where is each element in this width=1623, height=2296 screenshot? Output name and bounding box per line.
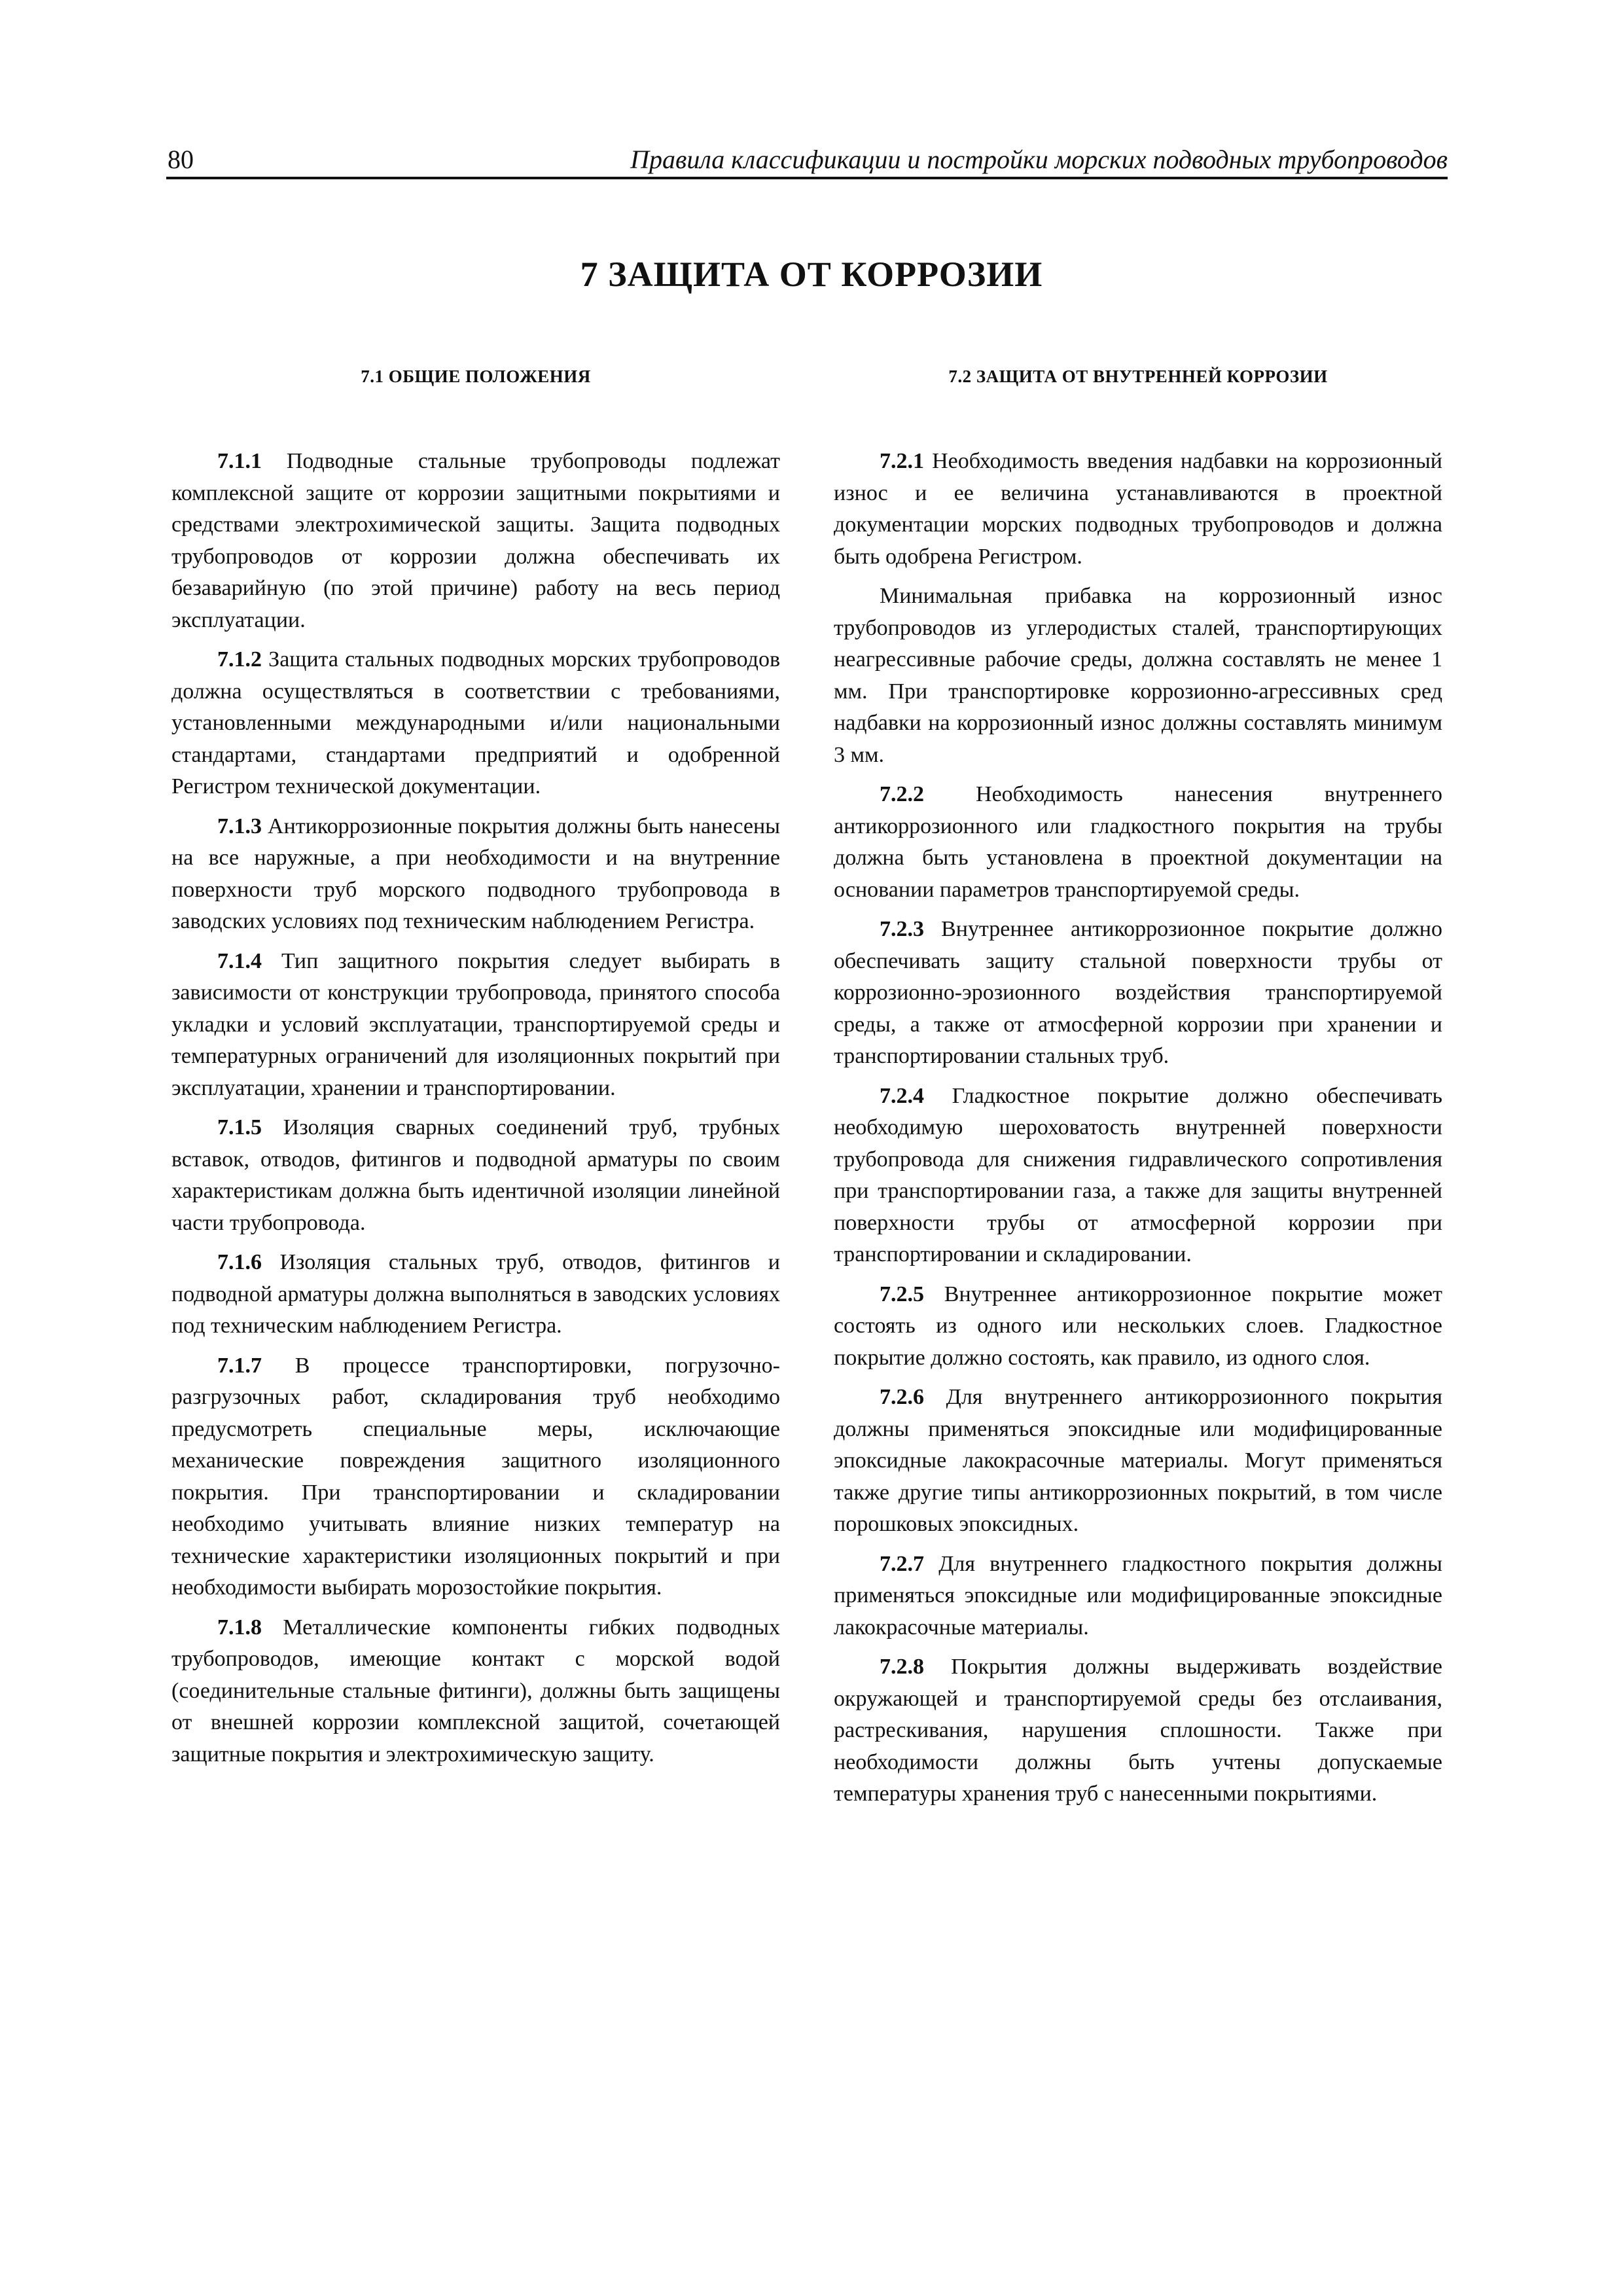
clause-number: 7.2.4 [880,1083,924,1108]
paragraph-text: Необходимость введения надбавки на коррозионный износ и ее величина устанавливаются в проектной документации морских подводных трубопроводов и должна быть одобрена Регистром. [834,449,1442,569]
paragraph [834,446,1442,573]
clause-number: 7.1.7 [217,1353,262,1378]
paragraph [834,1081,1442,1271]
paragraph-text: Минимальная прибавка на коррозионный износ трубопроводов из углеродистых сталей, транспортирующих неагрессивные рабочие среды, должна составлять не менее 1 мм. При транспортировке коррозионно-агрессивных сред надбавки на коррозионный износ должны составлять минимум 3 мм. [834,584,1442,767]
paragraph [834,1549,1442,1644]
paragraph-text: Внутреннее антикоррозионное покрытие может состоять из одного или нескольких слоев. Гладкостное покрытие должно состоять, как правило, из одного слоя. [834,1282,1442,1370]
paragraph [834,581,1442,771]
clause-number: 7.2.6 [880,1385,924,1409]
paragraph-text: Необходимость нанесения внутреннего антикоррозионного или гладкостного покрытия на трубы должна быть установлена в проектной документации на основании параметров транспортируемой среды. [834,782,1442,902]
paragraph-text: Тип защитного покрытия следует выбирать в зависимости от конструкции трубопровода, принятого способа укладки и условий эксплуатации, транспортируемой среды и температурных ограничений для изоляционных покрытий при эксплуатации, хранении и транспортировании. [171,948,780,1100]
paragraph-text: В процессе транспортировки, погрузочно-разгрузочных работ, складирования труб необходимо предусмотреть специальные меры, исключающие механические повреждения защитного изоляционного покрытия. При транспортировании и складировании необходимо учитывать влияние низких температур на технические характеристики изоляционных покрытий и при необходимости выбирать морозостойкие покрытия. [171,1353,780,1600]
clause-number: 7.2.2 [880,782,924,806]
clause-number: 7.2.3 [880,917,924,941]
paragraph-text: Покрытия должны выдерживать воздействие окружающей и транспортируемой среды без отслаивания, растрескивания, нарушения сплошности. Также при необходимости должны быть учтены допускаемые температуры хранения труб с нанесенными покрытиями. [834,1655,1442,1806]
clause-number: 7.2.5 [880,1282,924,1306]
paragraph-text: Гладкостное покрытие должно обеспечивать необходимую шероховатость внутренней поверхности трубопровода для снижения гидравлического сопротивления при транспортировании газа, а также для защиты внутренней поверхности трубы от атмосферной коррозии при транспортировании и складировании. [834,1083,1442,1266]
page-number: 80 [168,145,194,174]
paragraph-text: Металлические компоненты гибких подводных трубопроводов, имеющие контакт с морской водой (соединительные стальные фитинги), должны быть защищены от внешней коррозии комплексной защитой, сочетающей защитные покрытия и электрохимическую защиту. [171,1615,780,1767]
paragraph [834,1651,1442,1810]
clause-number: 7.1.2 [217,647,262,672]
paragraph [834,914,1442,1073]
left-column [171,367,780,1770]
running-title: Правила классификации и постройки морских подводных трубопроводов [630,145,1448,174]
text-columns [171,367,1445,2042]
paragraph-text: Для внутреннего антикоррозионного покрытия должны применяться эпоксидные или модифицированные эпоксидные лакокрасочные материалы. Могут применяться также другие типы антикоррозионных покрытий, в том числе порошковых эпоксидных. [834,1385,1442,1536]
paragraph [834,1382,1442,1541]
paragraph [171,1112,780,1239]
header-rule [166,177,1448,179]
paragraph [171,644,780,803]
clause-number: 7.1.1 [217,449,262,473]
clause-number: 7.1.5 [217,1115,262,1139]
paragraph [834,779,1442,906]
right-column [834,367,1442,1810]
paragraph [171,446,780,636]
paragraph-text: Внутреннее антикоррозионное покрытие должно обеспечивать защиту стальной поверхности трубы от коррозионно-эрозионного воздействия транспортируемой среды, а также от атмосферной коррозии при хранении и транспортировании стальных труб. [834,917,1442,1068]
clause-number: 7.1.3 [217,814,262,838]
paragraph-text: Подводные стальные трубопроводы подлежат комплексной защите от коррозии защитными покрытиями и средствами электрохимической защиты. Защита подводных трубопроводов от коррозии должна обеспечивать их безаварийную (по этой причине) работу на весь период эксплуатации. [171,449,780,632]
paragraph [171,946,780,1105]
paragraph [834,1279,1442,1374]
section-heading: 7.2 ЗАЩИТА ОТ ВНУТРЕННЕЙ КОРРОЗИИ [948,367,1328,386]
paragraph-text: Изоляция стальных труб, отводов, фитингов и подводной арматуры должна выполняться в заводских условиях под техническим наблюдением Регистра. [171,1250,780,1338]
clause-number: 7.1.4 [217,948,262,973]
section-heading: 7.1 ОБЩИЕ ПОЛОЖЕНИЯ [361,367,591,386]
clause-number: 7.2.1 [880,449,924,473]
chapter-title: 7 ЗАЩИТА ОТ КОРРОЗИИ [580,255,1043,294]
clause-number: 7.2.8 [880,1655,924,1679]
paragraph [171,811,780,938]
clause-number: 7.1.6 [217,1250,262,1274]
clause-number: 7.2.7 [880,1551,924,1576]
paragraph-text: Изоляция сварных соединений труб, трубных вставок, отводов, фитингов и подводной арматуры по своим характеристикам должна быть идентичной изоляции линейной части трубопровода. [171,1115,780,1235]
paragraph-text: Антикоррозионные покрытия должны быть нанесены на все наружные, а при необходимости и на внутренние поверхности труб морского подводного трубопровода в заводских условиях под техническим наблюдением Регистра. [171,814,780,933]
paragraph [171,1350,780,1604]
clause-number: 7.1.8 [217,1615,262,1640]
paragraph [171,1612,780,1771]
paragraph-text: Для внутреннего гладкостного покрытия должны применяться эпоксидные или модифицированные эпоксидные лакокрасочные материалы. [834,1551,1442,1640]
paragraph-text: Защита стальных подводных морских трубопроводов должна осуществляться в соответствии с требованиями, установленными международными и/или национальными стандартами, стандартами предприятий и одобренной Регистром технической документации. [171,647,780,798]
paragraph [171,1247,780,1342]
